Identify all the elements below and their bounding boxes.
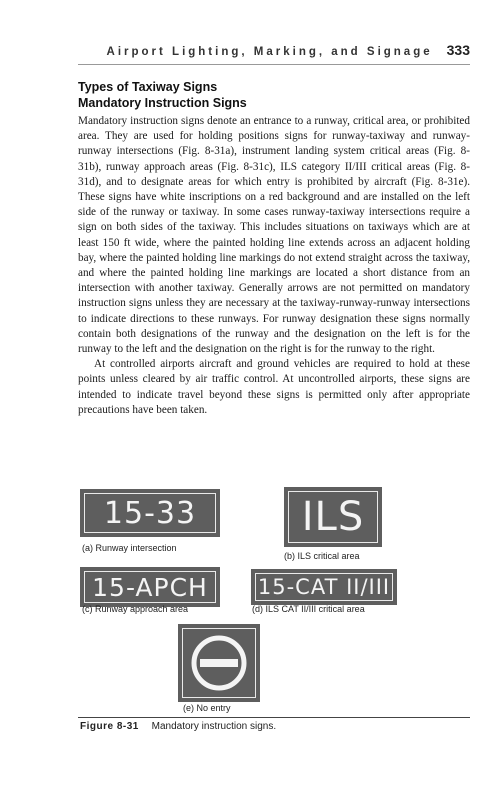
- page-header: [78, 42, 470, 62]
- caption-d: (d) ILS CAT II/III critical area: [252, 604, 365, 614]
- sign-ils-critical-area: [284, 487, 382, 547]
- figure-caption-text: Mandatory instruction signs.: [151, 721, 277, 732]
- section-subtitle: Mandatory Instruction Signs: [78, 96, 247, 110]
- figure-label: Figure 8-31: [80, 721, 139, 732]
- sign-no-entry: [178, 624, 260, 702]
- caption-e: (e) No entry: [183, 703, 231, 713]
- sign-ils-cat-critical-area: [251, 569, 397, 605]
- caption-b: (b) ILS critical area: [284, 551, 360, 561]
- page-number: 333: [446, 42, 470, 58]
- figure-rule: [78, 717, 470, 718]
- caption-a: (a) Runway intersection: [82, 543, 177, 553]
- no-entry-icon: [189, 633, 249, 693]
- sign-text: ILS: [288, 491, 378, 543]
- sign-text: 15-33: [84, 493, 216, 533]
- header-rule: [78, 64, 470, 65]
- section-title: Types of Taxiway Signs: [78, 80, 218, 94]
- sign-runway-approach: [80, 567, 220, 607]
- sign-text: 15-CAT II/III: [255, 573, 393, 601]
- figure-caption: [80, 721, 276, 732]
- caption-c: (c) Runway approach area: [82, 604, 189, 614]
- sign-text: 15-APCH: [84, 571, 216, 603]
- running-title: Airport Lighting, Marking, and Signage: [106, 46, 433, 58]
- sign-runway-intersection: [80, 489, 220, 537]
- paragraph: At controlled airports aircraft and ground vehicles are required to hold at these points unless cleared by air traffic control. At uncontrolled airports, these signs are intended to indicate travel beyond these signs is permitted only after appropriate precautions have been taken.: [78, 358, 470, 416]
- paragraph: Mandatory instruction signs denote an entrance to a runway, critical area, or prohibited area. They are used for holding positions signs for runway-taxiway and runway-runway intersections (Fig. 8-31a), instrument landing system critical areas (Fig. 8-31b), runway approach areas (Fig. 8-31c), ILS category II/III critical areas (Fig. 8-31d), and to designate areas for which entry is prohibited by aircraft (Fig. 8-31e). These signs have white inscriptions on a red background and are installed on the left side of the runway or taxiway. In some cases runway-taxiway intersections require a sign on both sides of the taxiway. This includes situations on taxiways which are at least 150 ft wide, where the painted holding line extends across an adjacent holding bay, where the painted holding line markings do not extend straight across the taxiway, and where the painted holding line markings are located a short distance from an intersection with another taxiway. Generally arrows are not permitted on mandatory instruction signs unless they are necessary at the taxiway-runway-runway intersections to indicate directions to these runways. For runway designation these signs normally contain both designations of the runway and the designation on the left is for the runway to the left and the designation on the right is for the runway to the right.: [78, 115, 470, 356]
- body-text: [78, 114, 470, 418]
